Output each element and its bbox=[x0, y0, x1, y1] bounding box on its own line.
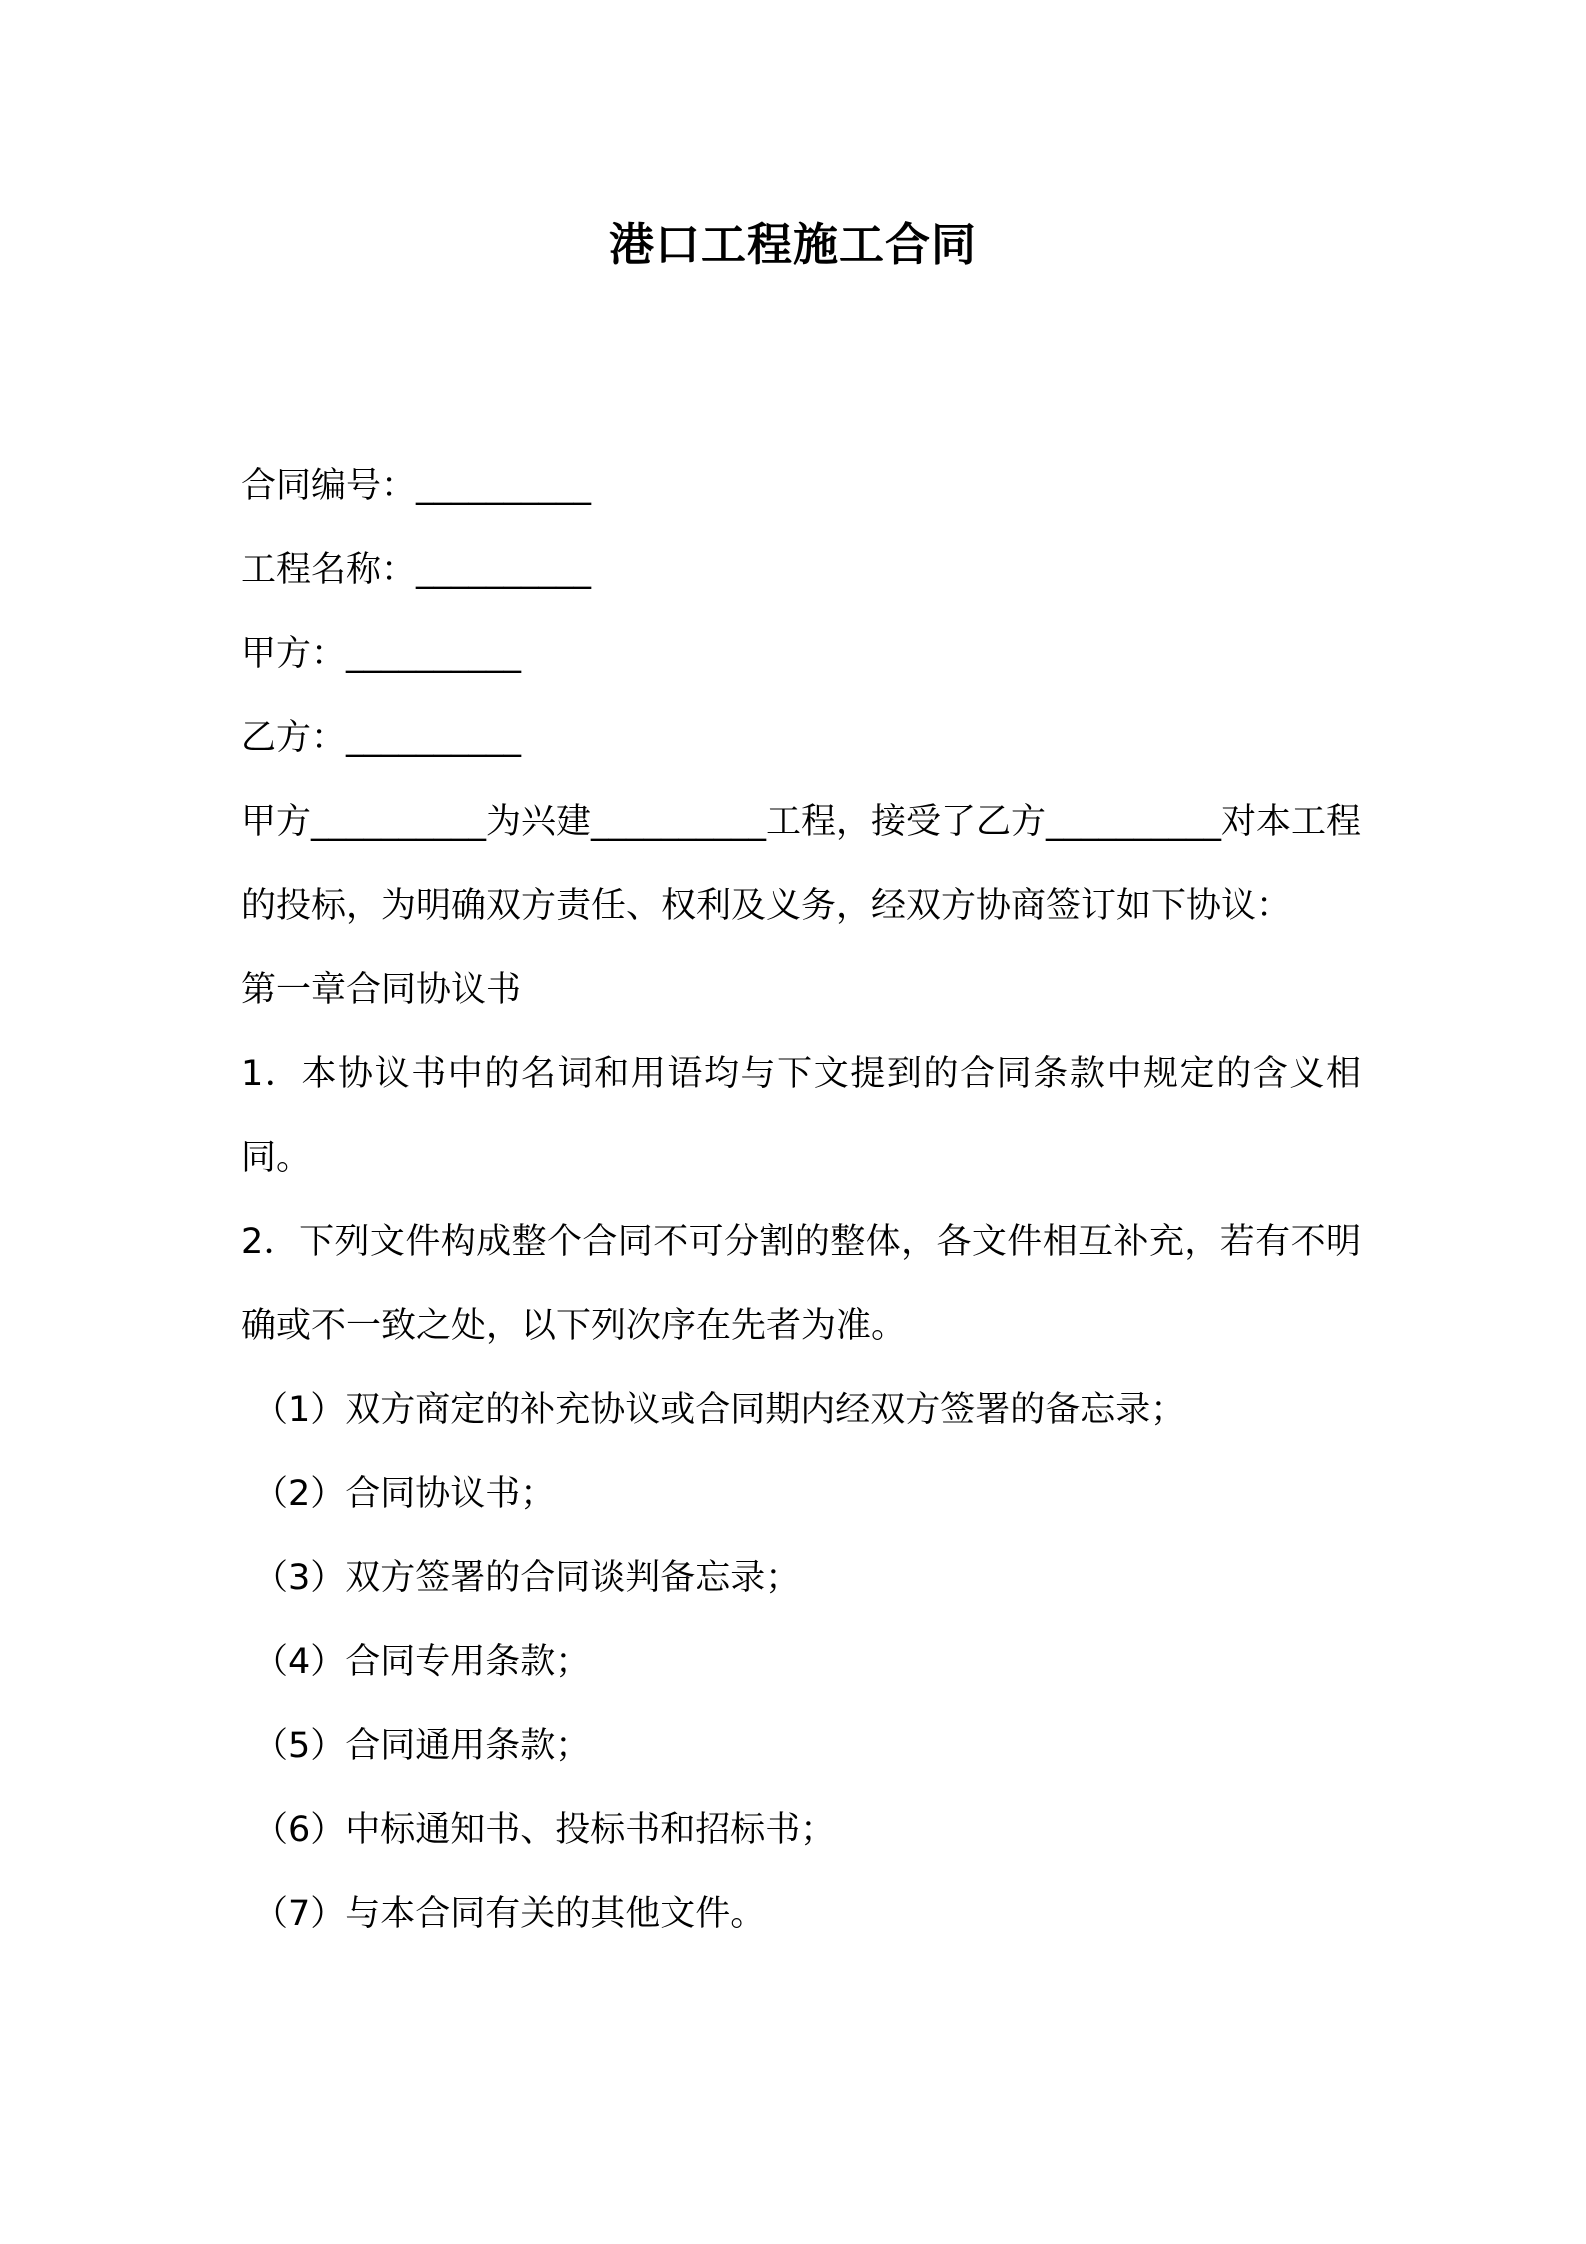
clause-2: 2．下列文件构成整个合同不可分割的整体，各文件相互补充，若有不明确或不一致之处，以下列次序在先者为准。 bbox=[241, 1222, 1361, 1346]
clause-1: 1．本协议书中的名词和用语均与下文提到的合同条款中规定的含义相同。 bbox=[241, 1054, 1361, 1178]
document-body bbox=[241, 444, 1361, 1956]
list-item: （4）合同专用条款； bbox=[253, 1642, 591, 1682]
list-item: （3）双方签署的合同谈判备忘录； bbox=[253, 1558, 801, 1598]
list-item: （1）双方商定的补充协议或合同期内经双方签署的备忘录； bbox=[253, 1390, 1186, 1430]
list-item: （7）与本合同有关的其他文件。 bbox=[253, 1894, 766, 1934]
list-item: （2）合同协议书； bbox=[253, 1474, 556, 1514]
project-name-field: 工程名称：__________ bbox=[241, 550, 592, 590]
party-a-field: 甲方：__________ bbox=[241, 634, 522, 674]
document-title: 港口工程施工合同 bbox=[608, 218, 977, 271]
intro-paragraph: 甲方__________为兴建__________工程，接受了乙方__________对本工程的投标，为明确双方责任、权利及义务，经双方协商签订如下协议： bbox=[241, 802, 1362, 926]
chapter-heading: 第一章合同协议书 bbox=[241, 970, 522, 1010]
list-item: （5）合同通用条款； bbox=[253, 1726, 591, 1766]
party-b-field: 乙方：__________ bbox=[241, 718, 522, 758]
contract-number-field: 合同编号：__________ bbox=[241, 466, 592, 506]
list-item: （6）中标通知书、投标书和招标书； bbox=[253, 1810, 836, 1850]
